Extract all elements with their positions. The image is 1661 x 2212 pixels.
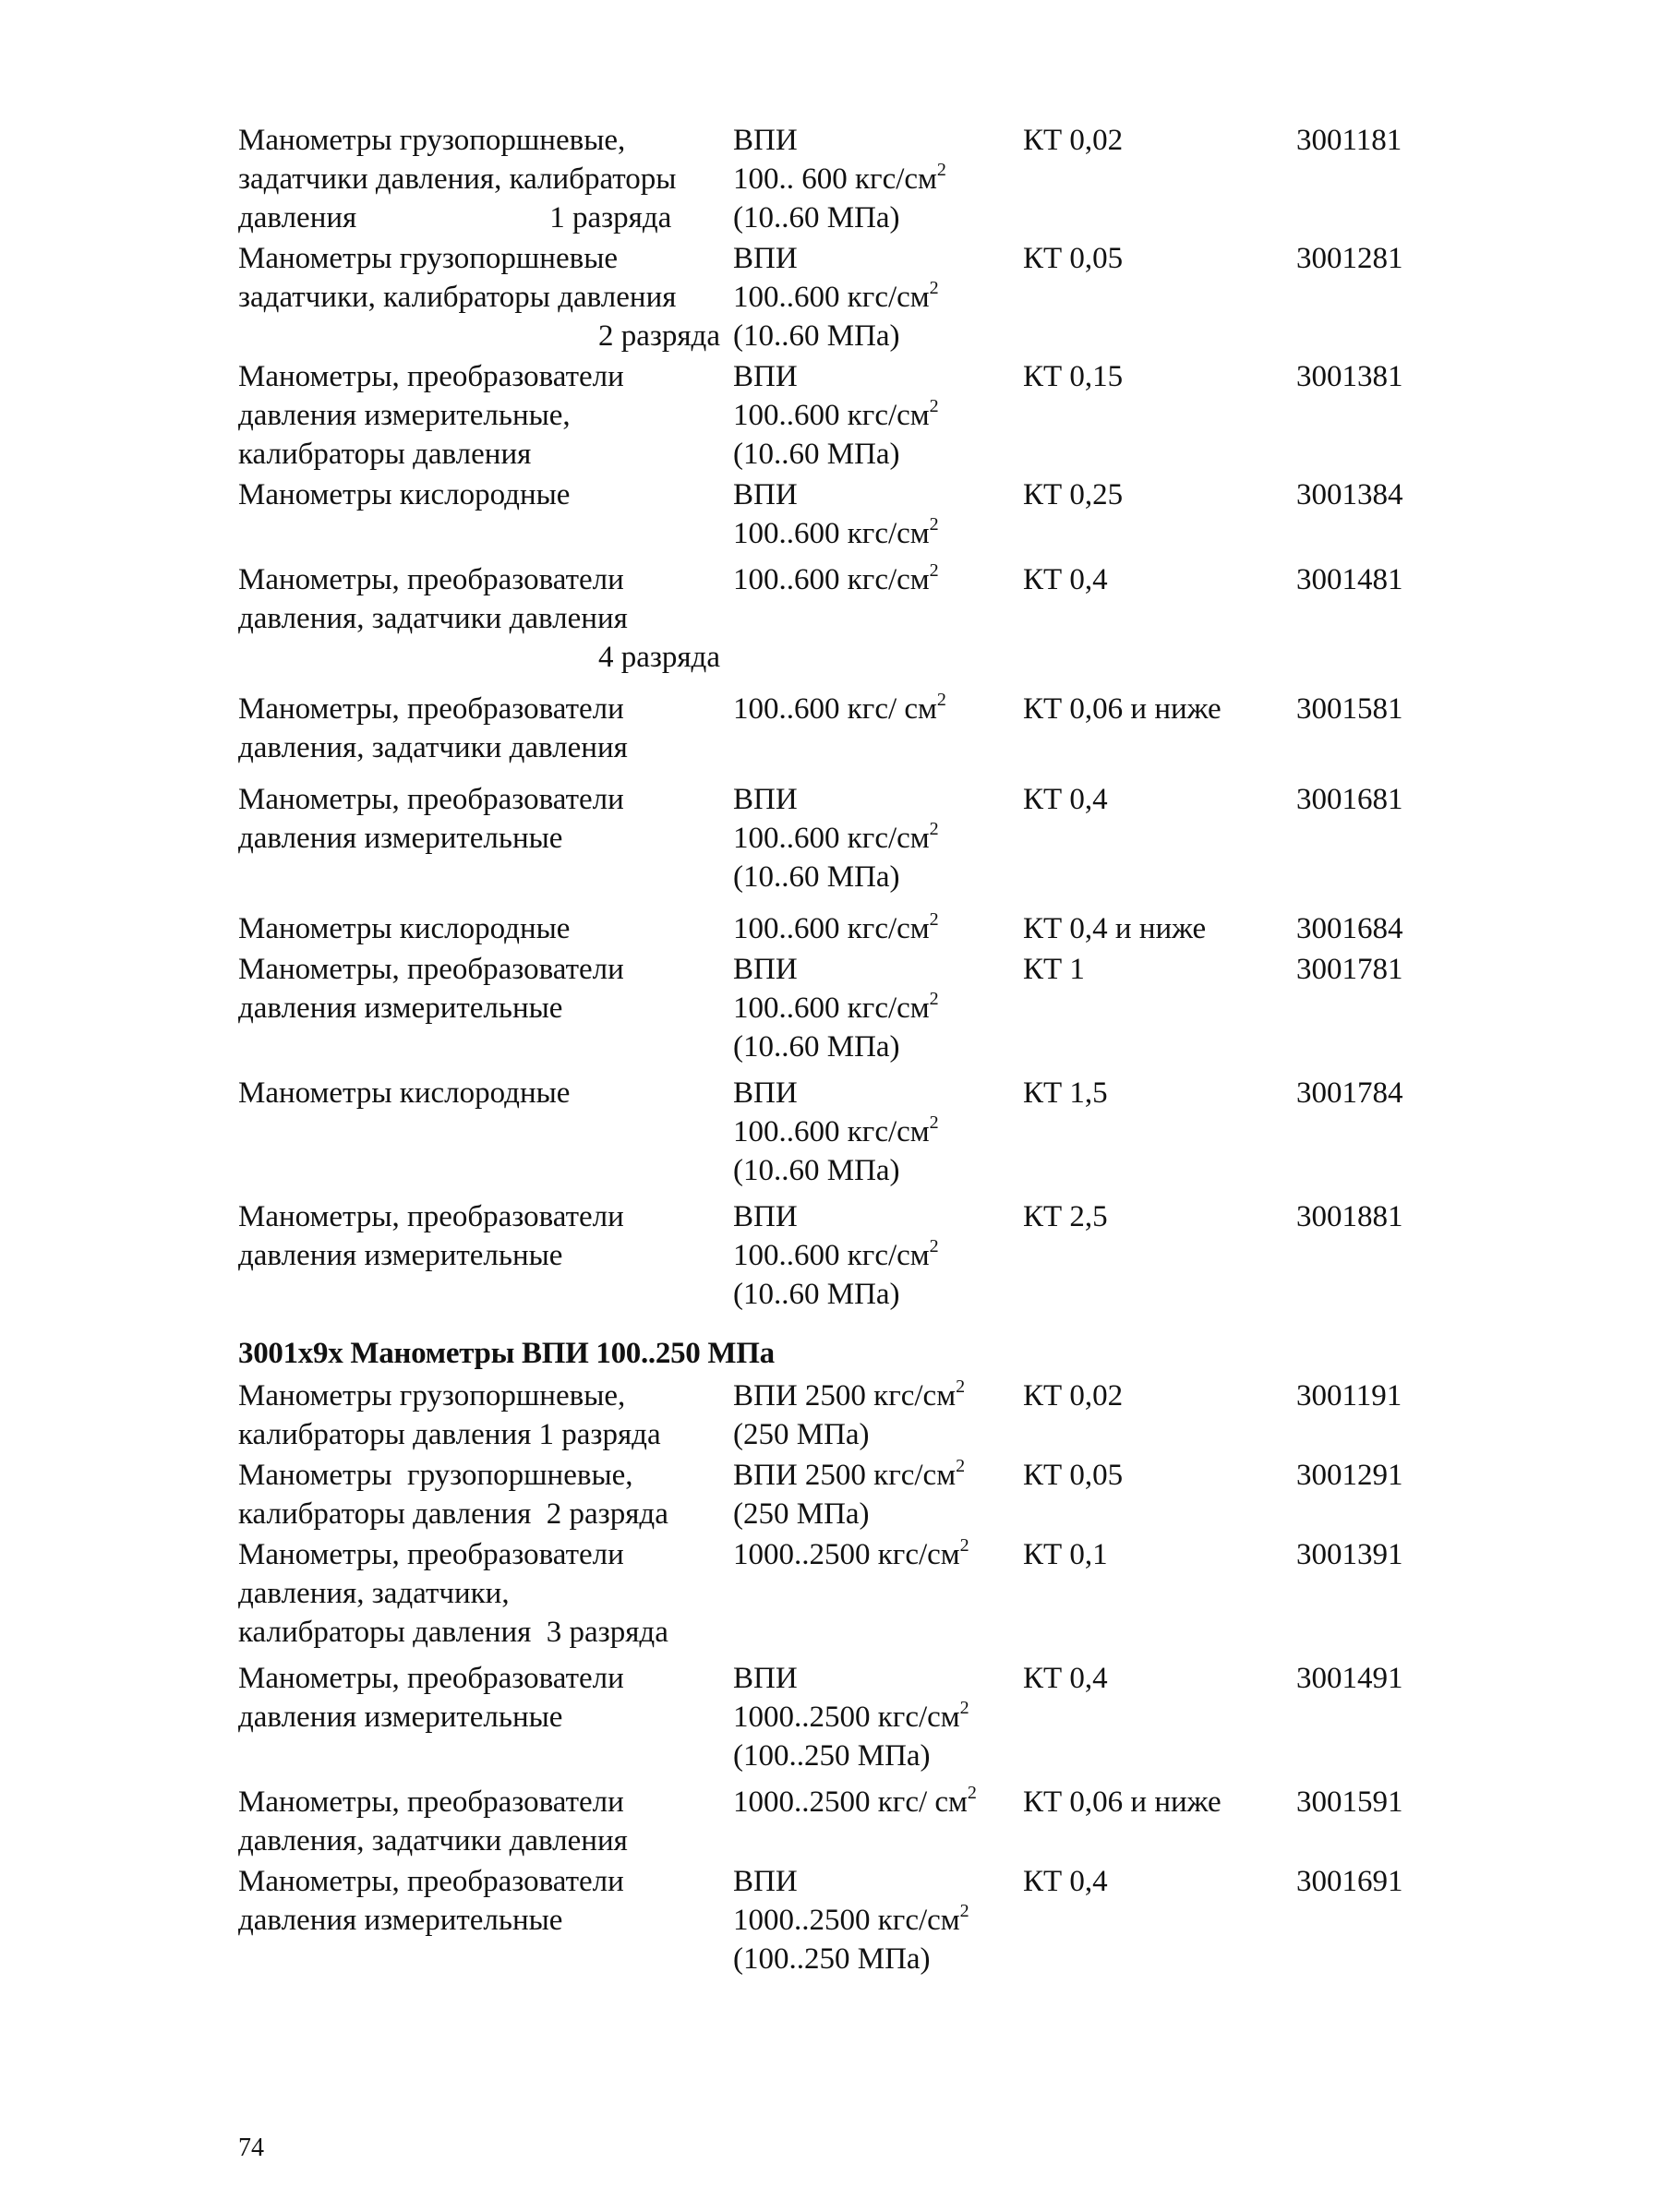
pressure-range: ВПИ 100..600 кгс/$см^2$ (10..60 МПа) <box>733 953 939 1064</box>
code: 3001191 <box>1296 1379 1402 1413</box>
table-row <box>238 1376 1429 1454</box>
pressure-range: ВПИ 1000..2500 кгс/$см^2$ (100..250 МПа) <box>733 1662 969 1773</box>
pressure-range: ВПИ 100..600 кгс/$см^2$ <box>733 478 939 550</box>
accuracy-class: КТ 0,15 <box>1023 360 1124 393</box>
code: 3001684 <box>1296 912 1403 945</box>
accuracy-class: КТ 0,4 и ниже <box>1023 912 1207 945</box>
instrument-name: Манометры грузопоршневые задатчики, калибраторы давления 2 разряда <box>238 242 720 353</box>
code: 3001291 <box>1296 1459 1403 1492</box>
accuracy-class: КТ 0,1 <box>1023 1538 1108 1571</box>
pressure-range: 1000..2500 кгс/ $см^2$ <box>733 1783 977 1819</box>
instrument-name: Манометры, преобразователи давления, задатчики, калибраторы давления 3 разряда <box>238 1538 668 1649</box>
accuracy-class: КТ 1,5 <box>1023 1076 1108 1110</box>
code: 3001481 <box>1296 563 1403 596</box>
instrument-name: Манометры грузопоршневые, калибраторы давления 1 разряда <box>238 1379 661 1451</box>
code: 3001491 <box>1296 1662 1403 1695</box>
instrument-name: Манометры, преобразователи давления измерительные <box>238 1865 624 1937</box>
table-row <box>238 780 1429 896</box>
table-row <box>238 1862 1429 1978</box>
code: 3001681 <box>1296 783 1403 816</box>
accuracy-class: КТ 0,4 <box>1023 1865 1108 1898</box>
table-row <box>238 121 1429 237</box>
table-row <box>238 357 1429 474</box>
instrument-name: Манометры, преобразователи давления измерительные <box>238 1662 624 1734</box>
accuracy-class: КТ 0,4 <box>1023 783 1108 816</box>
table-row <box>238 1659 1429 1775</box>
accuracy-class: КТ 0,06 и ниже <box>1023 692 1222 726</box>
pressure-range: ВПИ 2500 кгс/$см^2$ (250 МПа) <box>733 1376 966 1451</box>
accuracy-class: КТ 0,4 <box>1023 563 1108 596</box>
code: 3001781 <box>1296 953 1403 986</box>
pressure-range: 100..600 кгс/$см^2$ <box>733 560 939 596</box>
accuracy-class: КТ 0,06 и ниже <box>1023 1785 1222 1819</box>
pressure-range: ВПИ 100..600 кгс/$см^2$ (10..60 МПа) <box>733 1076 939 1187</box>
code: 3001281 <box>1296 242 1403 275</box>
instrument-name: Манометры, преобразователи давления измерительные <box>238 783 624 855</box>
code: 3001391 <box>1296 1538 1403 1571</box>
accuracy-class: КТ 0,02 <box>1023 1379 1124 1413</box>
pressure-range: 1000..2500 кгс/$см^2$ <box>733 1535 969 1571</box>
pressure-range: 100..600 кгс/ $см^2$ <box>733 690 946 726</box>
instrument-name: Манометры, преобразователи давления, задатчики давления 4 разряда <box>238 563 720 674</box>
instrument-name: Манометры грузопоршневые, калибраторы давления 2 разряда <box>238 1459 668 1531</box>
pressure-range: ВПИ 2500 кгс/$см^2$ (250 МПа) <box>733 1456 966 1531</box>
table-row <box>238 1456 1429 1533</box>
pressure-range: 100..600 кгс/$см^2$ <box>733 909 939 945</box>
table-row <box>238 1197 1429 1314</box>
instrument-name: Манометры кислородные <box>238 1076 571 1110</box>
accuracy-class: КТ 1 <box>1023 953 1085 986</box>
instrument-name: Манометры, преобразователи давления измерительные <box>238 953 624 1025</box>
table-row <box>238 950 1429 1066</box>
pressure-range: ВПИ 100..600 кгс/$см^2$ (10..60 МПа) <box>733 360 939 471</box>
instrument-name: Манометры, преобразователи давления, задатчики давления <box>238 1785 628 1857</box>
accuracy-class: КТ 0,05 <box>1023 1459 1124 1492</box>
accuracy-class: КТ 0,25 <box>1023 478 1124 511</box>
pressure-range: ВПИ 100..600 кгс/$см^2$ (10..60 МПа) <box>733 1200 939 1311</box>
instrument-name: Манометры, преобразователи давления, задатчики давления <box>238 692 628 764</box>
instrument-name: Манометры грузопоршневые, задатчики давления, калибраторы давления 1 разряда <box>238 124 677 234</box>
code: 3001181 <box>1296 124 1402 157</box>
code: 3001691 <box>1296 1865 1403 1898</box>
pressure-range: ВПИ 100..600 кгс/$см^2$ (10..60 МПа) <box>733 783 939 894</box>
pressure-range: ВПИ 100..600 кгс/$см^2$ (10..60 МПа) <box>733 242 939 353</box>
accuracy-class: КТ 2,5 <box>1023 1200 1108 1233</box>
instrument-name: Манометры кислородные <box>238 478 571 511</box>
instrument-name: Манометры кислородные <box>238 912 571 945</box>
document-page <box>238 121 1429 1978</box>
instrument-name: Манометры, преобразователи давления измерительные <box>238 1200 624 1272</box>
table-row <box>238 1783 1429 1860</box>
code: 3001881 <box>1296 1200 1403 1233</box>
page-number: 74 <box>238 2134 264 2162</box>
code: 3001581 <box>1296 692 1403 726</box>
accuracy-class: КТ 0,4 <box>1023 1662 1108 1695</box>
table-row <box>238 909 1429 948</box>
accuracy-class: КТ 0,02 <box>1023 124 1124 157</box>
table-row <box>238 239 1429 355</box>
table-row <box>238 560 1429 677</box>
table-row <box>238 1535 1429 1652</box>
table-row <box>238 690 1429 767</box>
table-row <box>238 475 1429 553</box>
code: 3001384 <box>1296 478 1403 511</box>
instrument-name: Манометры, преобразователи давления измерительные, калибраторы давления <box>238 360 624 471</box>
code: 3001591 <box>1296 1785 1403 1819</box>
pressure-range: ВПИ 1000..2500 кгс/$см^2$ (100..250 МПа) <box>733 1865 969 1976</box>
code: 3001784 <box>1296 1076 1403 1110</box>
accuracy-class: КТ 0,05 <box>1023 242 1124 275</box>
section-heading: 3001х9х Манометры ВПИ 100..250 МПа <box>238 1337 775 1370</box>
table-row <box>238 1074 1429 1190</box>
pressure-range: ВПИ 100.. 600 кгс/$см^2$ (10..60 МПа) <box>733 124 946 234</box>
code: 3001381 <box>1296 360 1403 393</box>
